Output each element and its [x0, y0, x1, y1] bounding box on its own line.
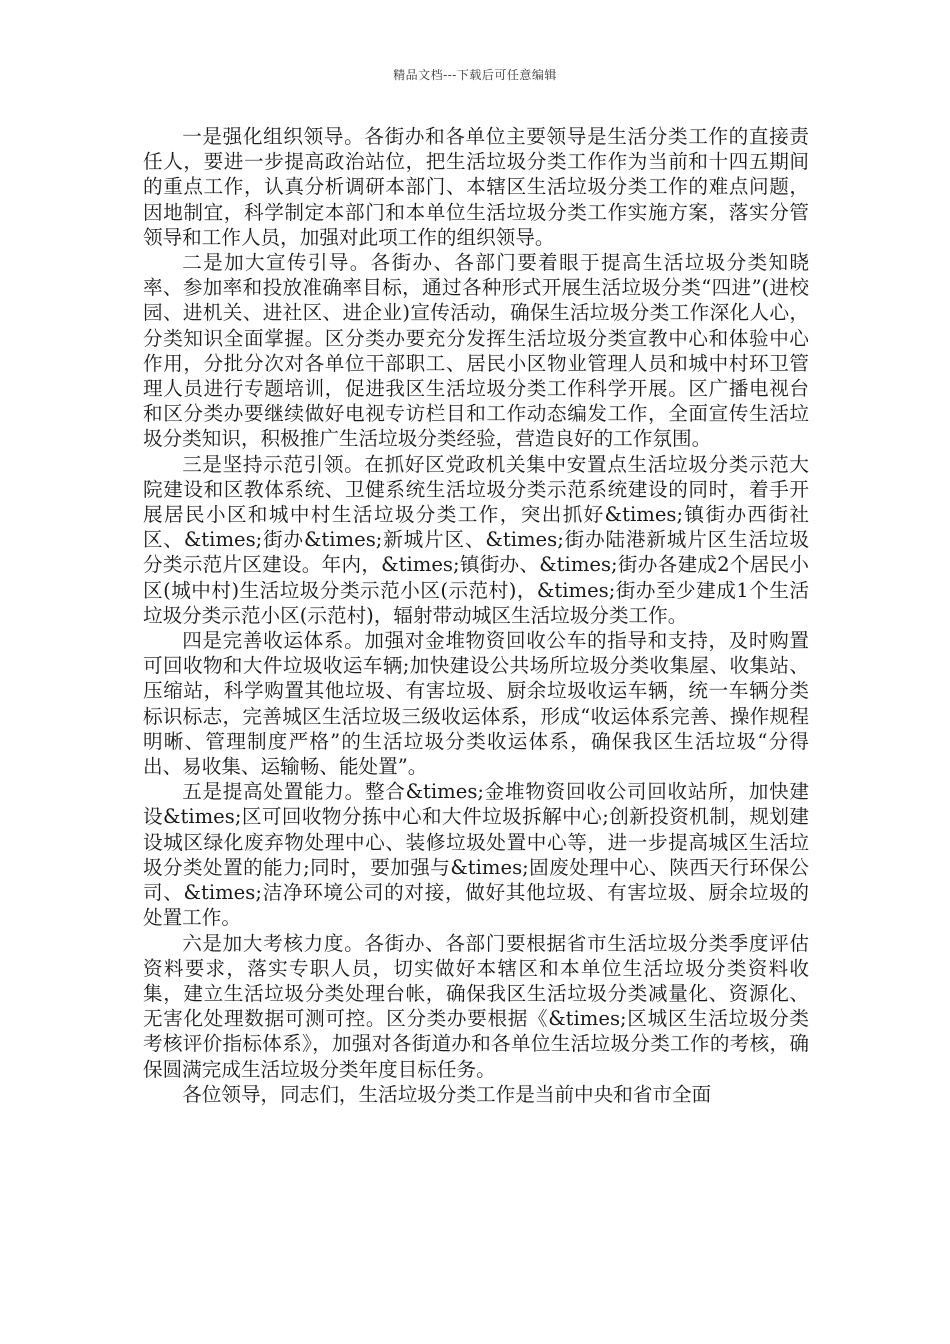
- paragraph-closing: 各位领导，同志们，生活垃圾分类工作是当前中央和省市全面: [182, 1082, 712, 1106]
- paragraph-assessment: 六是加大考核力度。各街办、各部门要根据省市生活垃圾分类季度评估资料要求，落实专职人员，切实做好本辖区和本单位生活垃圾分类资料收集，建立生活垃圾分类处理台帐，确保我区生活垃圾分类减量化、资源化、无害化处理数据可测可控。区分类办要根据《&times;区城区生活垃圾分类考核评价指标体系》，加强对各街道办和各单位生活垃圾分类工作的考核，确保圆满完成生活垃圾分类年度目标任务。: [143, 931, 809, 1081]
- paragraph-organization: 一是强化组织领导。各街办和各单位主要领导是生活分类工作的直接责任人，要进一步提高政治站位，把生活垃圾分类工作作为当前和十四五期间的重点工作，认真分析调研本部门、本辖区生活垃圾分类工作的难点问题，因地制宜，科学制定本部门和本单位生活垃圾分类工作实施方案，落实分管领导和工作人员，加强对此项工作的组织领导。: [143, 125, 809, 249]
- paragraph-publicity: 二是加大宣传引导。各街办、各部门要着眼于提高生活垃圾分类知晓率、参加率和投放准确率目标，通过各种形式开展生活垃圾分类“四进”(进校园、进机关、进社区、进企业)宣传活动，确保生活垃圾分类工作深化人心，分类知识全面掌握。区分类办要充分发挥生活垃圾分类宣教中心和体验中心作用，分批分次对各单位干部职工、居民小区物业管理人员和城中村环卫管理人员进行专题培训，促进我区生活垃圾分类工作科学开展。区广播电视台和区分类办要继续做好电视专访栏目和工作动态编发工作，全面宣传生活垃圾分类知识，积极推广生活垃圾分类经验，营造良好的工作氛围。: [143, 251, 809, 451]
- paragraph-collection-system: 四是完善收运体系。加强对金堆物资回收公车的指导和支持，及时购置可回收物和大件垃圾收运车辆;加快建设公共场所垃圾分类收集屋、收集站、压缩站，科学购置其他垃圾、有害垃圾、厨余垃圾收运车辆，统一车辆分类标识标志，完善城区生活垃圾三级收运体系，形成“收运体系完善、操作规程明晰、管理制度严格”的生活垃圾分类收运体系，确保我区生活垃圾“分得出、易收集、运输畅、能处置”。: [143, 629, 809, 779]
- page-header: 精品文档---下载后可任意编辑: [393, 68, 557, 82]
- document-body: [143, 124, 809, 1107]
- paragraph-disposal-capacity: 五是提高处置能力。整合&times;金堆物资回收公司回收站所，加快建设&times;区可回收物分拣中心和大件垃圾拆解中心;创新投资机制，规划建设城区绿化废弃物处理中心、装修垃圾处置中心等，进一步提高城区生活垃圾分类处置的能力;同时，要加强与&times;固废处理中心、陕西天行环保公司、&times;洁净环境公司的对接，做好其他垃圾、有害垃圾、厨余垃圾的处置工作。: [143, 780, 809, 930]
- paragraph-demonstration: 三是坚持示范引领。在抓好区党政机关集中安置点生活垃圾分类示范大院建设和区教体系统、卫健系统生活垃圾分类示范系统建设的同时，着手开展居民小区和城中村生活垃圾分类工作，突出抓好&times;镇街办西街社区、&times;街办&times;新城片区、&times;街办陆港新城片区生活垃圾分类示范片区建设。年内，&times;镇街办、&times;街办各建成2个居民小区(城中村)生活垃圾分类示范小区(示范村)，&times;街办至少建成1个生活垃圾分类示范小区(示范村)，辐射带动城区生活垃圾分类工作。: [143, 452, 809, 627]
